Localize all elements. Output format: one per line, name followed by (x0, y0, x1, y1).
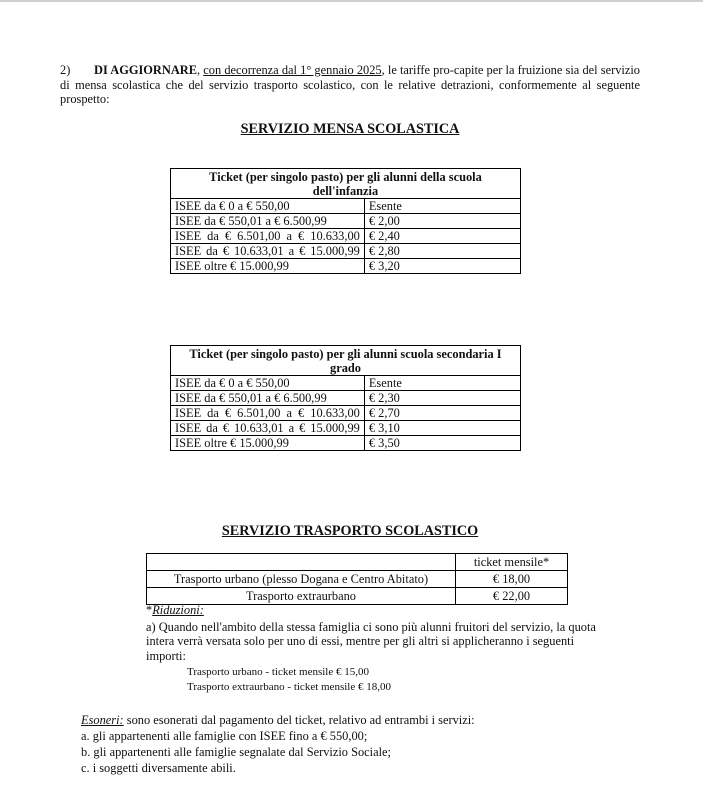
table-row (171, 436, 521, 451)
ticket-price: € 3,20 (364, 259, 520, 274)
ticket-price: € 2,00 (364, 214, 520, 229)
infanzia-table-header: Ticket (per singolo pasto) per gli alunni della scuola dell'infanzia (171, 169, 521, 199)
esoneri-intro-line (81, 712, 641, 728)
riduzioni-item-extraurbano: Trasporto extraurbano - ticket mensile € 18,00 (187, 681, 391, 694)
table-row (171, 376, 521, 391)
esoneri-intro: sono esonerati dal pagamento del ticket, relativo ad entrambi i servizi: (123, 713, 475, 727)
empty-header-cell (147, 554, 456, 571)
paragraph-number: 2) (60, 63, 71, 77)
table-row (171, 214, 521, 229)
paragraph-text: , le tariffe pro-capite per la fruizione sia del servizio di mensa scolastica che del servizio trasporto scolastico, con le relative detrazioni, conformemente al seguente prospetto: (60, 63, 640, 107)
table-row (147, 571, 568, 588)
trasporto-label: Trasporto urbano (plesso Dogana e Centro Abitato) (147, 571, 456, 588)
table-row (171, 244, 521, 259)
ticket-price: € 3,50 (364, 436, 520, 451)
mensa-infanzia-table (170, 168, 521, 274)
isee-range: ISEE da € 550,01 a € 6.500,99 (171, 214, 365, 229)
mensa-heading: SERVIZIO MENSA SCOLASTICA (240, 121, 460, 137)
table-row (171, 391, 521, 406)
esoneri-label: Esoneri: (81, 713, 124, 727)
secondaria-table-header: Ticket (per singolo pasto) per gli alunni scuola secondaria I grado (171, 346, 521, 376)
isee-range: ISEE oltre € 15.000,99 (171, 436, 365, 451)
table-row (171, 259, 521, 274)
riduzioni-item-urbano: Trasporto urbano - ticket mensile € 15,00 (187, 666, 369, 679)
riduzioni-title (146, 603, 616, 618)
riduzioni-label: Riduzioni: (152, 603, 204, 617)
ticket-price: € 2,70 (364, 406, 520, 421)
ticket-price: € 2,30 (364, 391, 520, 406)
table-row (171, 406, 521, 421)
trasporto-heading: SERVIZIO TRASPORTO SCOLASTICO (221, 523, 479, 539)
isee-range: ISEE da € 550,01 a € 6.500,99 (171, 391, 365, 406)
esoneri-item: c. i soggetti diversamente abili. (81, 761, 236, 775)
mensa-secondaria-table (170, 345, 521, 451)
table-row (171, 229, 521, 244)
isee-range: ISEE da € 6.501,00 a € 10.633,00 (171, 406, 365, 421)
paragraph-decorrenza: con decorrenza dal 1° gennaio 2025 (203, 63, 382, 77)
riduzioni-section (146, 603, 616, 695)
ticket-price: € 3,10 (364, 421, 520, 436)
table-row (147, 588, 568, 605)
paragraph-verb: DI AGGIORNARE (94, 63, 197, 77)
table-row (171, 199, 521, 214)
esoneri-item: b. gli appartenenti alle famiglie segnalate dal Servizio Sociale; (81, 745, 391, 759)
ticket-mensile-header: ticket mensile* (456, 554, 568, 571)
ticket-price: Esente (364, 376, 520, 391)
trasporto-table (146, 553, 568, 605)
ticket-price: Esente (364, 199, 520, 214)
isee-range: ISEE da € 0 a € 550,00 (171, 199, 365, 214)
isee-range: ISEE da € 10.633,01 a € 15.000,99 (171, 244, 365, 259)
isee-range: ISEE oltre € 15.000,99 (171, 259, 365, 274)
riduzioni-text: a) Quando nell'ambito della stessa famiglia ci sono più alunni fruitori del servizio, la quota intera verrà versata solo per uno di essi, mentre per gli altri si applicheranno i seguenti importi: (146, 619, 596, 663)
page-top-border (0, 0, 703, 2)
paragraph-separator: , (197, 63, 204, 77)
isee-range: ISEE da € 6.501,00 a € 10.633,00 (171, 229, 365, 244)
isee-range: ISEE da € 10.633,01 a € 15.000,99 (171, 421, 365, 436)
isee-range: ISEE da € 0 a € 550,00 (171, 376, 365, 391)
trasporto-label: Trasporto extraurbano (147, 588, 456, 605)
esoneri-section (81, 712, 641, 776)
table-row (171, 421, 521, 436)
resolution-paragraph (60, 63, 640, 107)
esoneri-item: a. gli appartenenti alle famiglie con ISEE fino a € 550,00; (81, 729, 368, 743)
trasporto-price: € 22,00 (456, 588, 568, 605)
ticket-price: € 2,40 (364, 229, 520, 244)
ticket-price: € 2,80 (364, 244, 520, 259)
riduzioni-star: * (146, 603, 153, 617)
trasporto-price: € 18,00 (456, 571, 568, 588)
